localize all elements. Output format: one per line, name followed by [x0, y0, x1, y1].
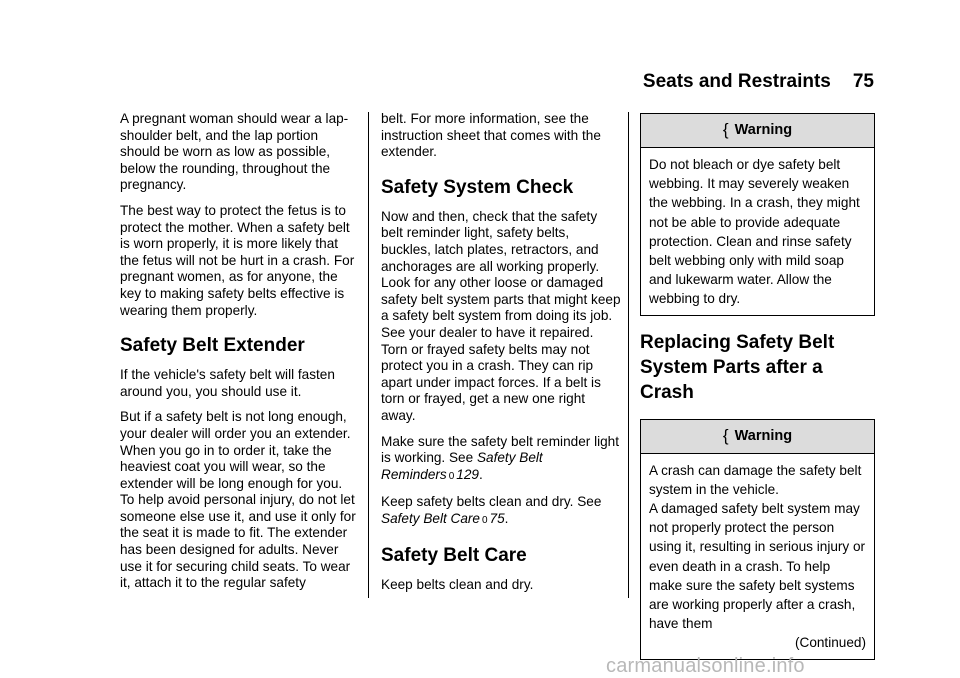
heading-replacing-parts: Replacing Safety Belt System Parts after a Crash	[640, 331, 835, 403]
xref-page-129[interactable]: 129	[456, 466, 479, 482]
xref-page-75[interactable]: 75	[489, 510, 505, 526]
warning-body: Do not bleach or dye safety belt webbing. It may severely weaken the webbing. In a crash, they might not be able to provide adequate protection. Clean and rinse safety belt webbing only with mild soap and lukewarm water. Allow the webbing to dry.	[649, 157, 860, 307]
column-divider-1	[368, 112, 369, 598]
warning-icon: {	[722, 120, 729, 140]
paragraph-system-check: Now and then, check that the safety belt reminder light, safety belts, buckles, latch plates, retractors, and anchorages are all working properly. Look for any other loose or damaged safety belt system parts that might keep a safety belt system from doing its job. See your dealer to have it repaired. Torn or frayed safety belts may not protect you in a crash. They can rip apart under impact forces. If a belt is torn or frayed, get a new one right away.	[381, 208, 621, 423]
warning-title: Warning	[734, 427, 793, 444]
paragraph-fetus: The best way to protect the fetus is to protect the mother. When a safety belt is worn properly, it is more likely that the fetus will not be hurt in a crash. For pregnant women, as for anyone, the key to making safety belts effective is wearing them properly.	[120, 202, 355, 318]
column-2	[381, 111, 621, 603]
page-number: 75	[852, 71, 874, 92]
paragraph-keep-clean: Keep safety belts clean and dry. See Safety Belt Care 0 75.	[381, 494, 602, 526]
continued-label: (Continued)	[794, 635, 866, 651]
page-header	[643, 71, 874, 93]
paragraph-extender-info: belt. For more information, see the instruction sheet that comes with the extender.	[381, 111, 601, 160]
warning-title: Warning	[734, 122, 793, 139]
warning-header	[641, 420, 874, 454]
heading-safety-belt-extender: Safety Belt Extender	[120, 335, 305, 357]
paragraph-extender-fasten: If the vehicle's safety belt will fasten around you, you should use it.	[120, 367, 335, 399]
warning-icon: {	[722, 425, 729, 445]
paragraph-reminder-light: Make sure the safety belt reminder light is working. See Safety Belt Reminders 0 129.	[381, 433, 620, 482]
page-arrow-icon: 0	[448, 470, 455, 482]
column-3	[640, 113, 875, 674]
column-divider-2	[628, 112, 629, 598]
paragraph-pregnant: A pregnant woman should wear a lap-shoulder belt, and the lap portion should be worn as low as possible, below the rounding, throughout the pregnancy.	[120, 111, 349, 193]
warning-box-bleach	[640, 113, 875, 316]
column-1	[120, 111, 360, 601]
xref-safety-belt-reminders[interactable]: Safety Belt Reminders	[381, 450, 543, 482]
warning-header	[641, 114, 874, 148]
paragraph-extender-order: But if a safety belt is not long enough, your dealer will order you an extender. When you go in to order it, take the heaviest coat you will wear, so the extender will be long enough for you. To help avoid personal injury, do not let someone else use it, and use it only for the seat it is made to fit. The extender has been designed for adults. Never use it for securing child seats. To wear it, attach it to the regular safety	[120, 409, 356, 591]
xref-safety-belt-care[interactable]: Safety Belt Care	[381, 510, 480, 526]
warning-box-crash	[640, 419, 875, 660]
watermark: carmanualsonline.info	[606, 655, 805, 677]
heading-safety-belt-care: Safety Belt Care	[381, 545, 527, 567]
heading-safety-system-check: Safety System Check	[381, 176, 574, 198]
section-title: Seats and Restraints	[642, 71, 831, 92]
page-arrow-icon: 0	[481, 514, 488, 526]
warning-body: A crash can damage the safety belt system in the vehicle. A damaged safety belt system may not properly protect the person using it, resulting in serious injury or even death in a crash. To help make sure the safety belt systems are working properly after a crash, have them (Continued)	[641, 454, 874, 659]
paragraph-belt-care: Keep belts clean and dry.	[381, 577, 534, 593]
